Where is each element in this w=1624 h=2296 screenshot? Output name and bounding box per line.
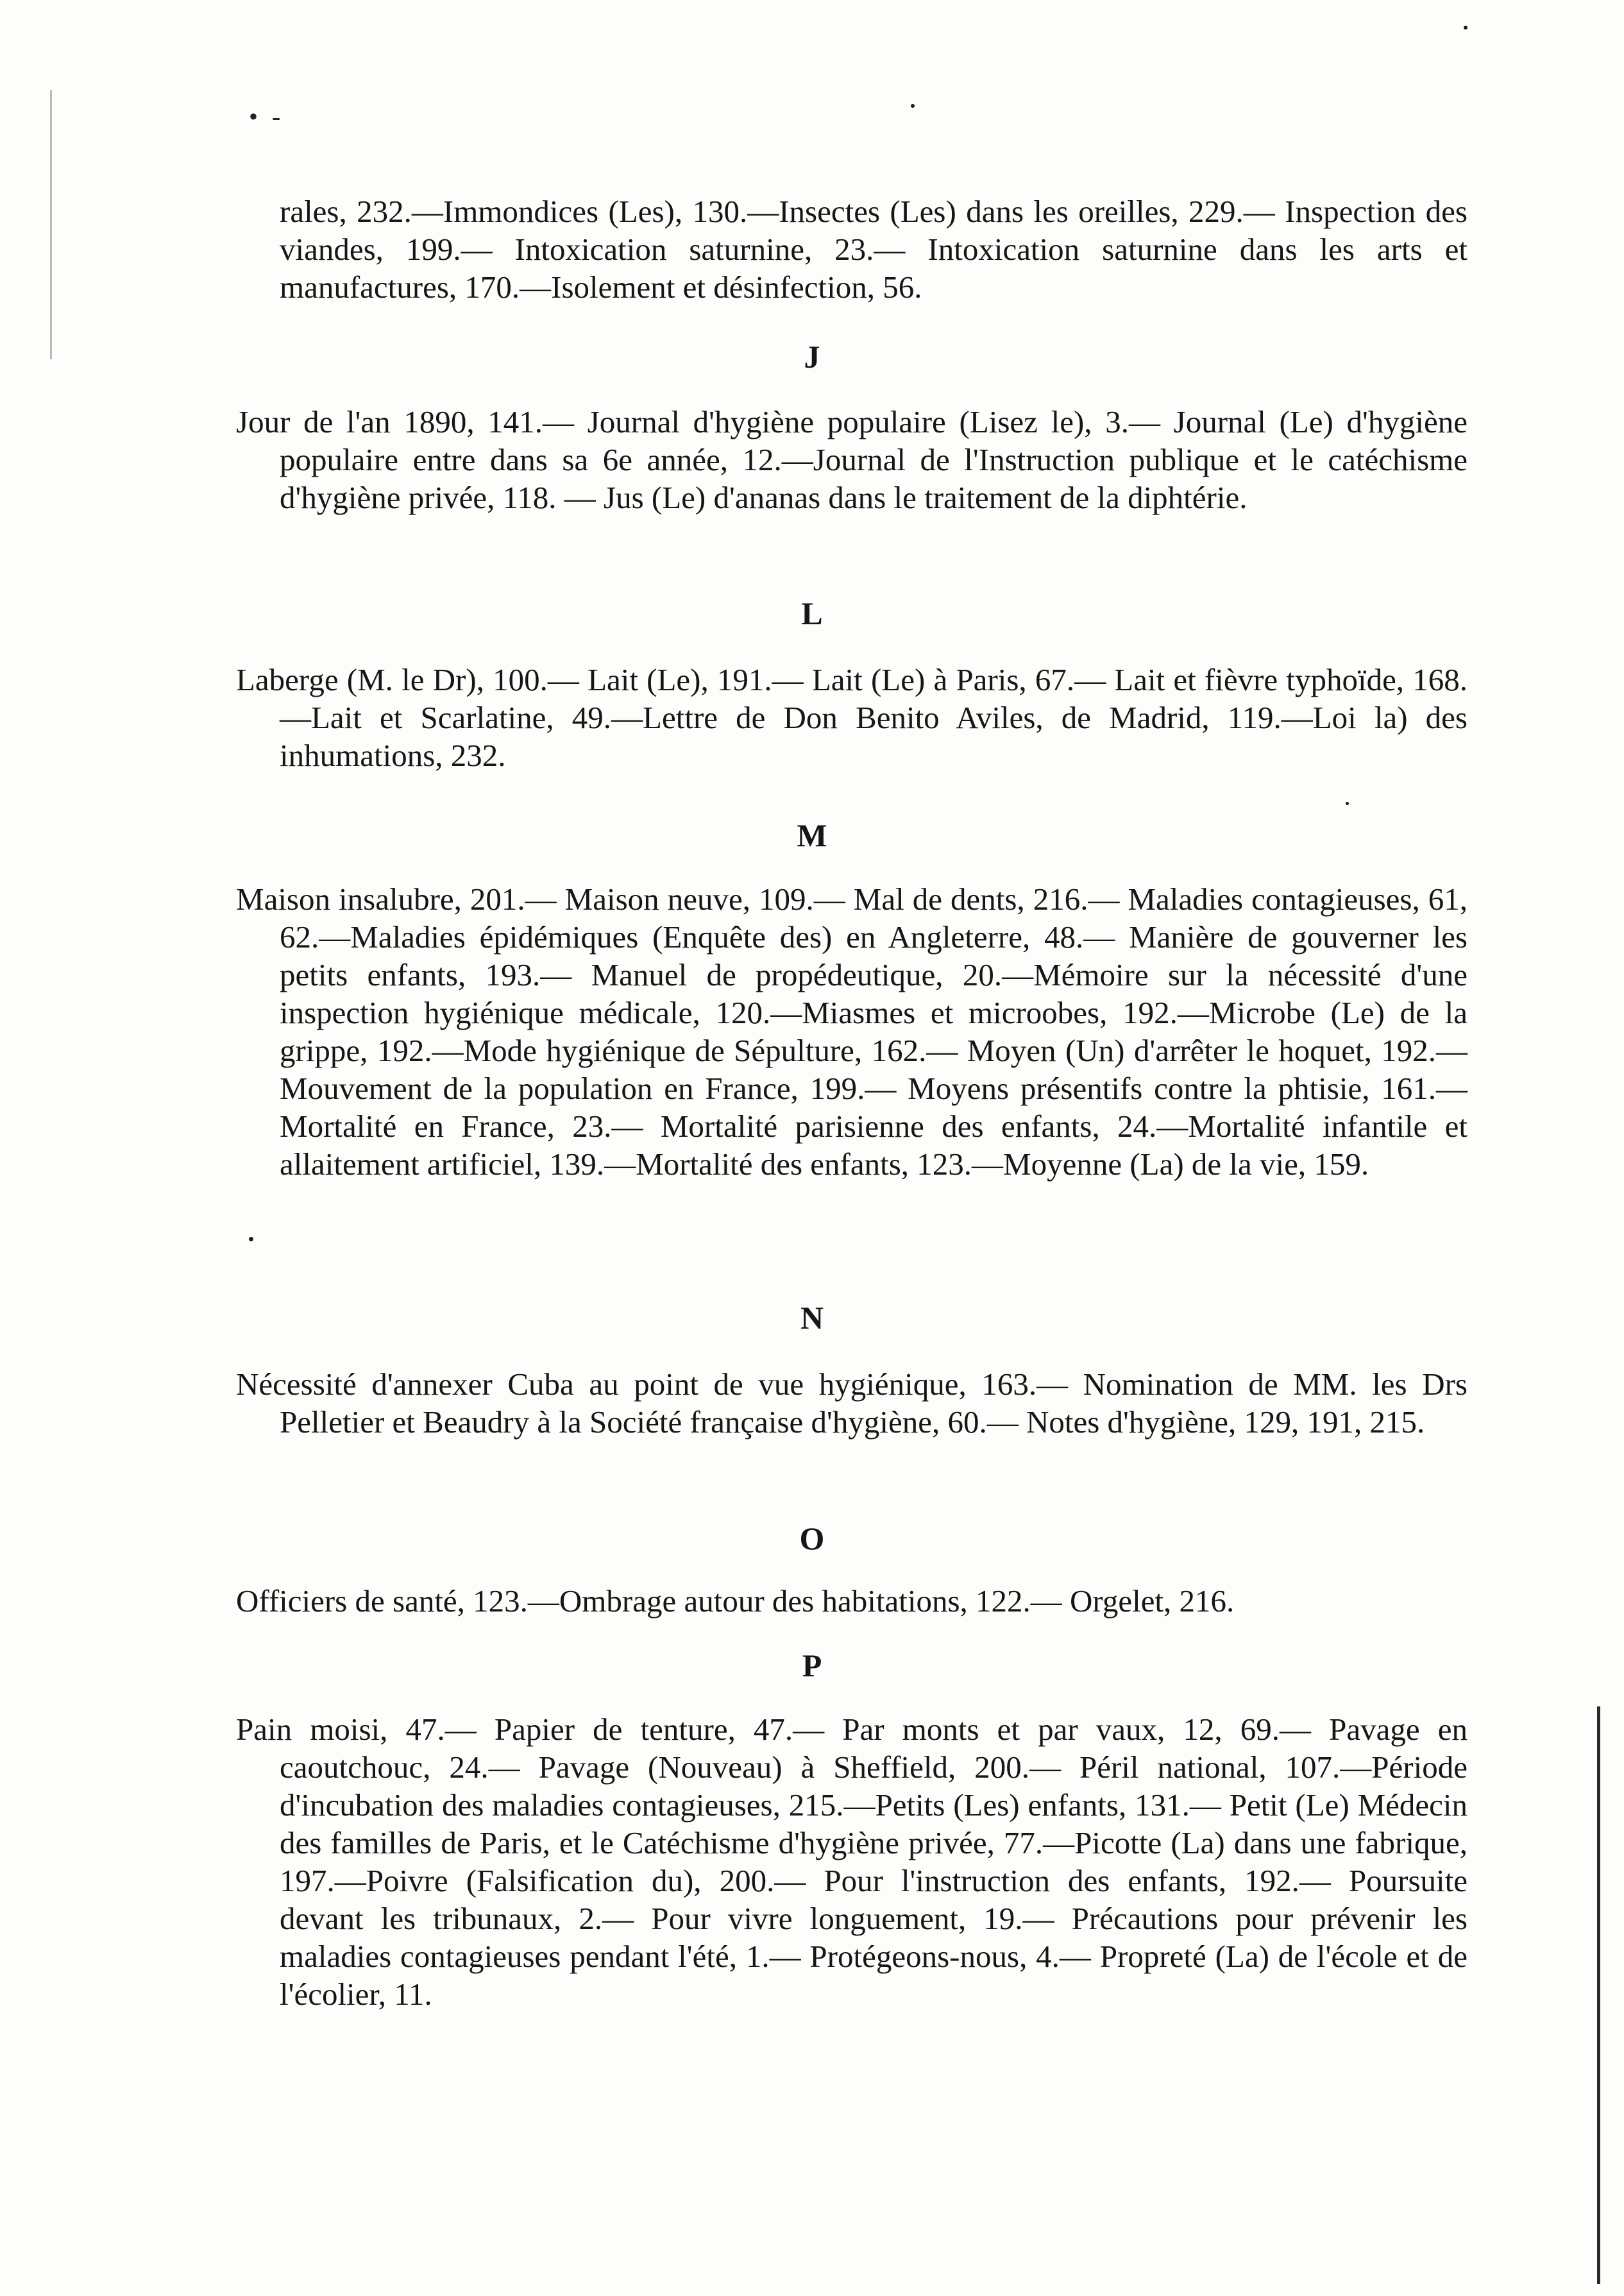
index-entry-l: Laberge (M. le Dr), 100.— Lait (Le), 191.— Lait (Le) à Paris, 67.— Lait et fièvre typhoïde, 168.—Lait et Scarlatine, 49.—Lettre de Don Benito Aviles, de Madrid, 119.—Loi la) des inhumations, 232. xyxy=(236,662,1468,773)
index-entry-o: Officiers de santé, 123.—Ombrage autour des habitations, 122.— Orgelet, 216. xyxy=(236,1583,1235,1619)
index-entry-n: Nécessité d'annexer Cuba au point de vue hygiénique, 163.— Nomination de MM. les Drs Pelletier et Beaudry à la Société française d'hygiène, 60.— Notes d'hygiène, 129, 191, 215. xyxy=(236,1366,1468,1440)
left-margin-mark xyxy=(50,90,52,359)
scan-speck xyxy=(1346,802,1349,805)
section-letter-p: P xyxy=(802,1647,822,1683)
index-entry-p: Pain moisi, 47.— Papier de tenture, 47.— Par monts et par vaux, 12, 69.— Pavage en caoutchouc, 24.— Pavage (Nouveau) à Sheffield, 200.— Péril national, 107.—Période d'incubation des maladies contagieuses, 215.—Petits (Les) enfants, 131.— Petit (Le) Médecin des familles de Paris, et le Catéchisme d'hygiène privée, 77.—Picotte (La) dans une fabrique, 197.—Poivre (Falsification du), 200.— Pour l'instruction des enfants, 192.— Poursuite devant les tribunaux, 2.— Pour vivre longuement, 19.— Précautions pour prévenir les maladies contagieuses pendant l'été, 1.— Protégeons-nous, 4.— Propreté (La) de l'école et de l'écolier, 11. xyxy=(236,1712,1468,2012)
scan-speck xyxy=(911,104,915,108)
index-entry-m: Maison insalubre, 201.— Maison neuve, 109.— Mal de dents, 216.— Maladies contagieuses, 61, 62.—Maladies épidémiques (Enquête des) en Angleterre, 48.— Manière de gouverner les petits enfants, 193.— Manuel de propédeutique, 20.—Mémoire sur la nécessité d'une inspection hygiénique médicale, 120.—Miasmes et microobes, 192.—Microbe (Le) de la grippe, 192.—Mode hygiénique de Sépulture, 162.— Moyen (Un) d'arrêter le hoquet, 192.— Mouvement de la population en France, 199.— Moyens présentifs contre la phtisie, 161.— Mortalité en France, 23.— Mortalité parisienne des enfants, 24.—Mortalité infantile et allaitement artificiel, 139.—Mortalité des enfants, 123.—Moyenne (La) de la vie, 159. xyxy=(236,881,1468,1182)
scan-speck xyxy=(1464,26,1468,30)
index-entry-intro: rales, 232.—Immondices (Les), 130.—Insectes (Les) dans les oreilles, 229.— Inspection des viandes, 199.— Intoxication saturnine, 23.— Intoxication saturnine dans les arts et manufactures, 170.—Isolement et désinfection, 56. xyxy=(280,194,1468,305)
section-letter-m: M xyxy=(797,817,827,853)
section-letter-o: O xyxy=(799,1520,825,1556)
page-header-mark: • - xyxy=(249,102,285,131)
section-letter-l: L xyxy=(801,595,823,631)
index-entry-j: Jour de l'an 1890, 141.— Journal d'hygiène populaire (Lisez le), 3.— Journal (Le) d'hygiène populaire entre dans sa 6e année, 12.—Journal de l'Instruction publique et le catéchisme d'hygiène privée, 118. — Jus (Le) d'ananas dans le traitement de la diphtérie. xyxy=(236,404,1468,515)
section-letter-n: N xyxy=(800,1300,824,1336)
section-letter-j: J xyxy=(804,339,820,375)
right-margin-mark xyxy=(1597,1706,1600,2284)
scan-speck xyxy=(249,1237,253,1241)
